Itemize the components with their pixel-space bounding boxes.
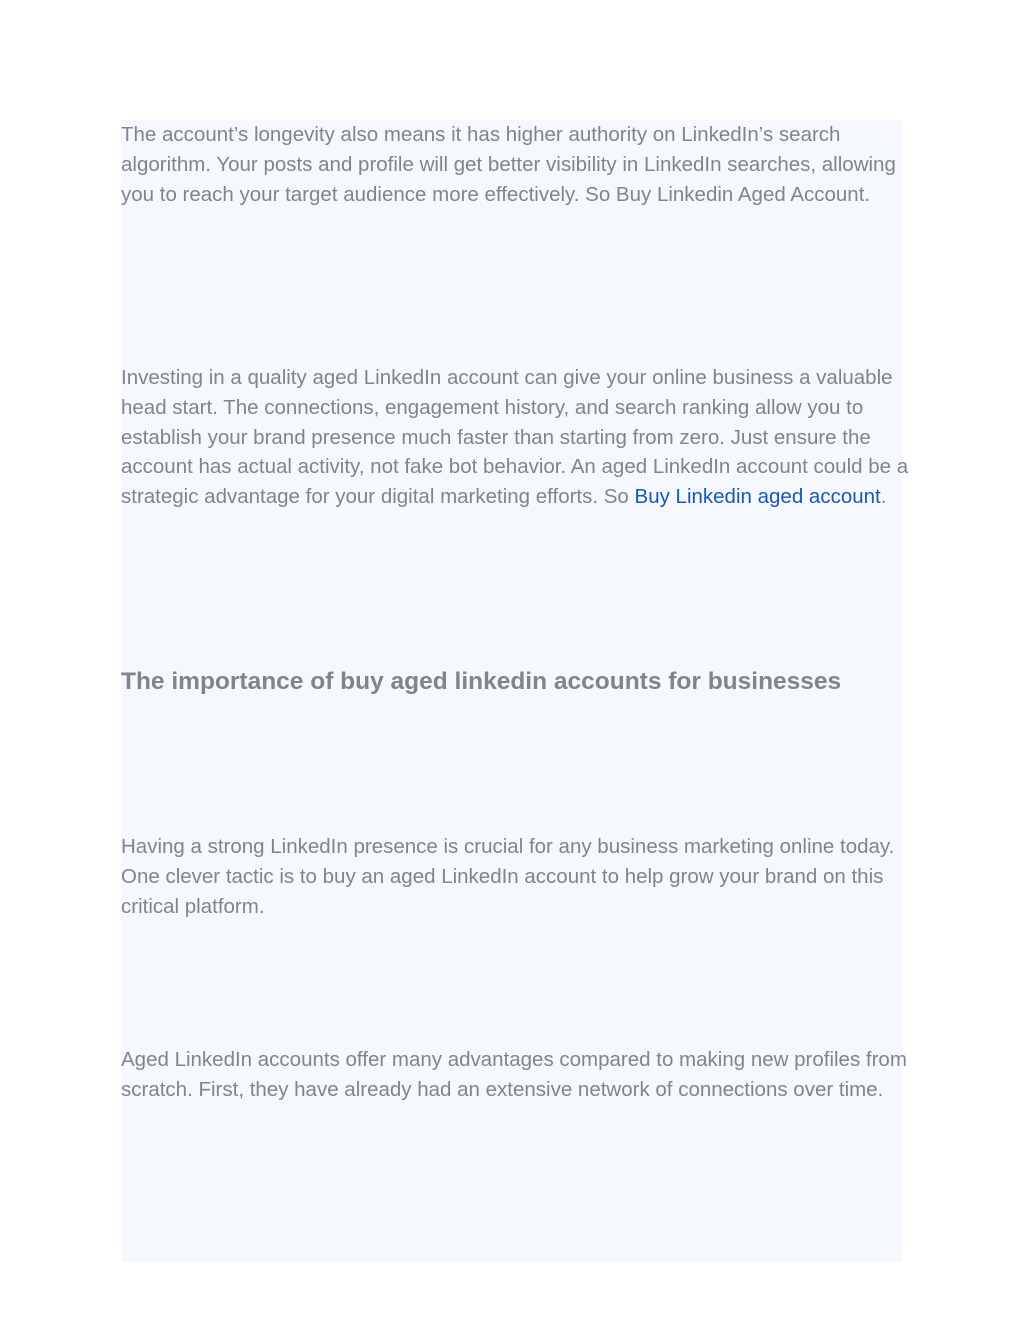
paragraph-investing-suffix: . [880,485,887,509]
paragraph-presence: Having a strong LinkedIn presence is crucial for any business marketing online today. One clever tactic is to buy an aged LinkedIn account to help grow your brand on this critical platform. [121,835,895,918]
buy-linkedin-aged-account-link[interactable]: Buy Linkedin aged account [634,485,881,509]
paragraph-investing-text: Investing in a quality aged LinkedIn account can give your online business a valuable head start. The connections, engagement history, and search ranking allow you to establish your brand presence much faster than starting from zero. Just ensure the account has actual activity, not fake bot behavior. An aged LinkedIn account could be a strategic advantage for your digital marketing efforts. So [121,366,909,509]
paragraph-advantages: Aged LinkedIn accounts offer many advantages compared to making new profiles from scratch. First, they have already had an extensive network of connections over time. [121,1048,907,1101]
document-content [121,120,909,1262]
paragraph-longevity: The account’s longevity also means it has higher authority on LinkedIn’s search algorithm. Your posts and profile will get better visibility in LinkedIn searches, allowing you to reach your target audience more effectively. So Buy Linkedin Aged Account. [121,123,896,206]
section-heading: The importance of buy aged linkedin accounts for businesses [121,668,842,695]
paragraph-investing [121,363,911,512]
